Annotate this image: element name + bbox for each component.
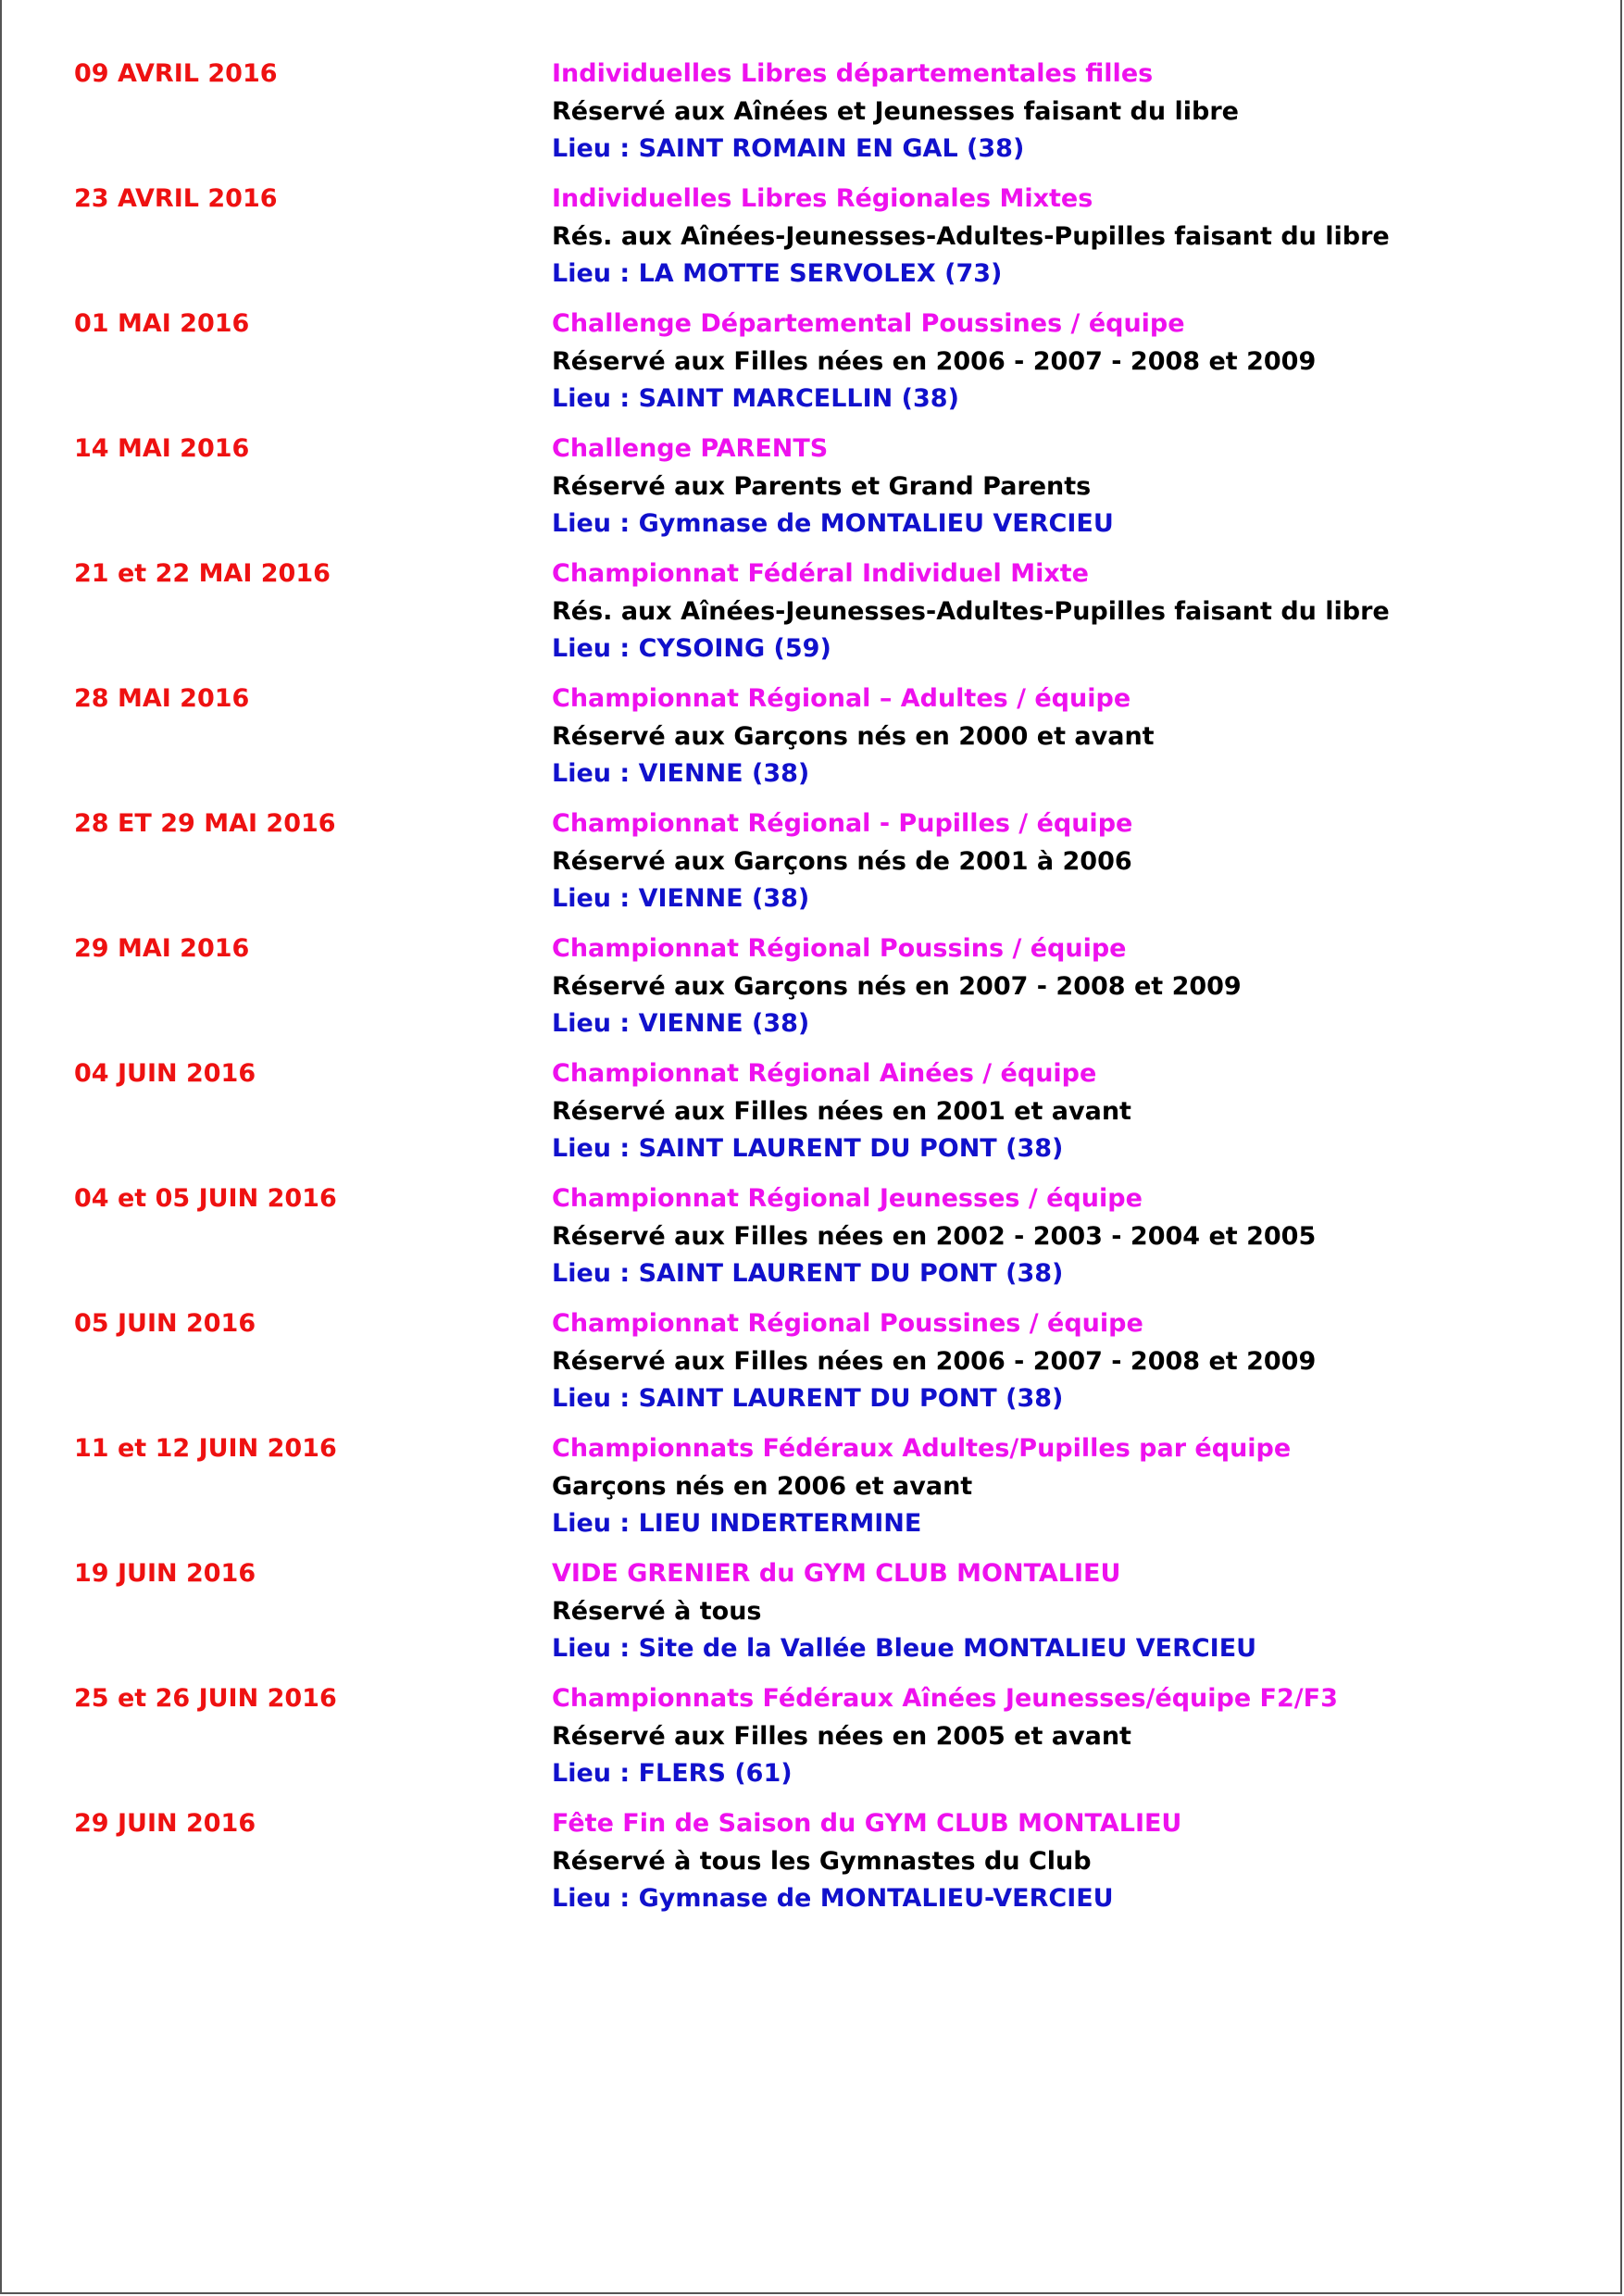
event-details [552, 1305, 1589, 1418]
event-description: Réservé aux Garçons nés en 2000 et avant [552, 721, 1155, 751]
event-entry [0, 1430, 1624, 1555]
event-location: Lieu : CYSOING (59) [552, 634, 831, 663]
event-date: 04 JUIN 2016 [74, 1059, 256, 1088]
event-calendar [0, 56, 1624, 1930]
event-description: Réservé aux Filles nées en 2002 - 2003 - 2004 et 2005 [552, 1221, 1317, 1251]
event-entry [0, 1680, 1624, 1805]
event-entry [0, 1805, 1624, 1930]
event-date: 19 JUIN 2016 [74, 1559, 256, 1588]
event-location: Lieu : FLERS (61) [552, 1759, 793, 1788]
event-date: 28 ET 29 MAI 2016 [74, 809, 336, 838]
event-title: Championnats Fédéraux Aînées Jeunesses/équipe F2/F3 [552, 1684, 1338, 1713]
event-date: 23 AVRIL 2016 [74, 184, 278, 213]
event-location: Lieu : VIENNE (38) [552, 1009, 810, 1038]
event-title: Championnat Fédéral Individuel Mixte [552, 559, 1089, 588]
event-entry [0, 306, 1624, 430]
event-location: Lieu : Site de la Vallée Bleue MONTALIEU VERCIEU [552, 1634, 1257, 1663]
event-entry [0, 430, 1624, 555]
event-details [552, 1180, 1589, 1293]
event-details [552, 1430, 1589, 1543]
event-location: Lieu : SAINT ROMAIN EN GAL (38) [552, 134, 1025, 163]
event-title: Fête Fin de Saison du GYM CLUB MONTALIEU [552, 1809, 1182, 1838]
event-entry [0, 1180, 1624, 1305]
event-details [552, 680, 1589, 793]
event-details [552, 930, 1589, 1043]
event-details [552, 1055, 1589, 1168]
event-entry [0, 805, 1624, 930]
event-title: Challenge Départemental Poussines / équipe [552, 309, 1185, 338]
event-description: Réservé aux Garçons nés en 2007 - 2008 et 2009 [552, 971, 1242, 1001]
event-date: 04 et 05 JUIN 2016 [74, 1184, 337, 1213]
event-description: Réservé aux Filles nées en 2006 - 2007 - 2008 et 2009 [552, 346, 1317, 376]
event-description: Réservé à tous [552, 1596, 762, 1626]
event-title: VIDE GRENIER du GYM CLUB MONTALIEU [552, 1559, 1121, 1588]
event-entry [0, 56, 1624, 181]
event-date: 29 JUIN 2016 [74, 1809, 256, 1838]
event-details [552, 181, 1589, 293]
event-location: Lieu : VIENNE (38) [552, 884, 810, 913]
event-date: 25 et 26 JUIN 2016 [74, 1684, 337, 1713]
event-details [552, 805, 1589, 918]
event-location: Lieu : VIENNE (38) [552, 759, 810, 788]
event-description: Réservé aux Filles nées en 2001 et avant [552, 1096, 1131, 1126]
event-title: Championnat Régional Jeunesses / équipe [552, 1184, 1143, 1213]
event-description: Réservé aux Filles nées en 2005 et avant [552, 1721, 1131, 1751]
event-details [552, 56, 1589, 168]
event-location: Lieu : Gymnase de MONTALIEU-VERCIEU [552, 1884, 1114, 1913]
event-entry [0, 930, 1624, 1055]
event-description: Réservé aux Parents et Grand Parents [552, 471, 1092, 501]
event-entry [0, 181, 1624, 306]
event-location: Lieu : Gymnase de MONTALIEU VERCIEU [552, 509, 1114, 538]
event-entry [0, 555, 1624, 680]
event-date: 14 MAI 2016 [74, 434, 250, 463]
event-date: 01 MAI 2016 [74, 309, 250, 338]
event-location: Lieu : SAINT LAURENT DU PONT (38) [552, 1384, 1064, 1413]
event-title: Individuelles Libres Régionales Mixtes [552, 184, 1093, 213]
event-description: Réservé aux Aînées et Jeunesses faisant du libre [552, 96, 1239, 126]
event-date: 21 et 22 MAI 2016 [74, 559, 331, 588]
event-entry [0, 680, 1624, 805]
event-details [552, 1805, 1589, 1918]
event-title: Championnat Régional Poussines / équipe [552, 1309, 1143, 1338]
event-entry [0, 1305, 1624, 1430]
event-date: 11 et 12 JUIN 2016 [74, 1434, 337, 1463]
event-details [552, 555, 1589, 668]
event-title: Challenge PARENTS [552, 434, 829, 463]
event-description: Réservé aux Garçons nés de 2001 à 2006 [552, 846, 1132, 876]
event-details [552, 1555, 1589, 1668]
event-details [552, 430, 1589, 543]
event-location: Lieu : SAINT MARCELLIN (38) [552, 384, 959, 413]
event-title: Championnats Fédéraux Adultes/Pupilles par équipe [552, 1434, 1292, 1463]
event-location: Lieu : LA MOTTE SERVOLEX (73) [552, 259, 1003, 288]
event-description: Réservé à tous les Gymnastes du Club [552, 1846, 1092, 1876]
event-details [552, 1680, 1589, 1793]
event-title: Championnat Régional Ainées / équipe [552, 1059, 1097, 1088]
event-location: Lieu : SAINT LAURENT DU PONT (38) [552, 1134, 1064, 1163]
event-title: Championnat Régional Poussins / équipe [552, 934, 1127, 963]
event-date: 28 MAI 2016 [74, 684, 250, 713]
event-description: Garçons nés en 2006 et avant [552, 1471, 973, 1501]
event-title: Championnat Régional – Adultes / équipe [552, 684, 1131, 713]
event-date: 09 AVRIL 2016 [74, 59, 278, 88]
event-location: Lieu : LIEU INDERTERMINE [552, 1509, 922, 1538]
event-entry [0, 1055, 1624, 1180]
event-details [552, 306, 1589, 418]
event-description: Réservé aux Filles nées en 2006 - 2007 - 2008 et 2009 [552, 1346, 1317, 1376]
event-date: 05 JUIN 2016 [74, 1309, 256, 1338]
event-date: 29 MAI 2016 [74, 934, 250, 963]
event-description: Rés. aux Aînées-Jeunesses-Adultes-Pupilles faisant du libre [552, 596, 1390, 626]
event-description: Rés. aux Aînées-Jeunesses-Adultes-Pupilles faisant du libre [552, 221, 1390, 251]
event-title: Championnat Régional - Pupilles / équipe [552, 809, 1133, 838]
event-location: Lieu : SAINT LAURENT DU PONT (38) [552, 1259, 1064, 1288]
event-title: Individuelles Libres départementales filles [552, 59, 1154, 88]
event-entry [0, 1555, 1624, 1680]
